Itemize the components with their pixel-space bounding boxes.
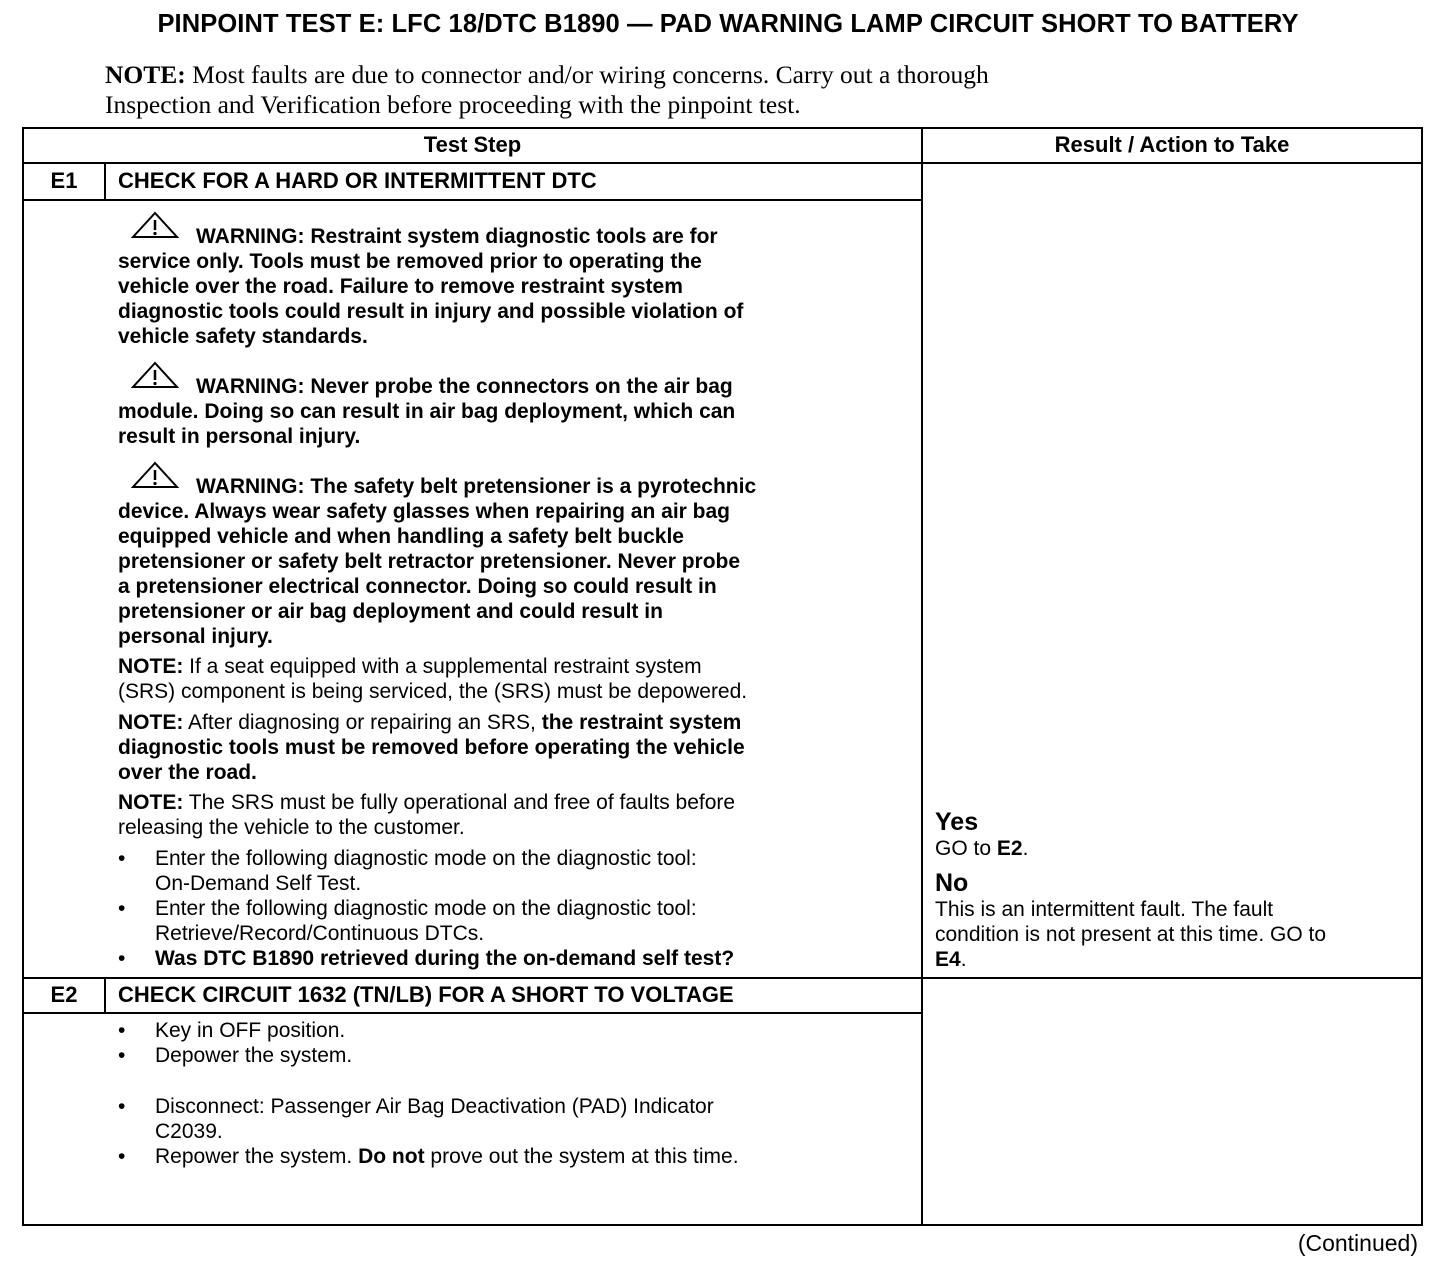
bullet-icon: • <box>118 1019 126 1042</box>
step-id-e2: E2 <box>50 982 78 1007</box>
goto-e2-link[interactable]: E2 <box>996 837 1023 860</box>
warning-2: WARNING: Never probe the connectors on the air bag module. Doing so can result in air bag deployment, which can result in personal injury. <box>118 375 736 448</box>
intro-note-text: Most faults are due to connector and/or wiring concerns. Carry out a thorough <box>192 60 989 89</box>
step-heading-e2: CHECK CIRCUIT 1632 (TN/LB) FOR A SHORT TO VOLTAGE <box>118 982 734 1007</box>
e2-step-4: Repower the system. Do not prove out the system at this time. <box>155 1145 739 1168</box>
result-yes-label: Yes <box>935 808 979 836</box>
intro-note <box>105 60 1305 120</box>
e1-step-1: Enter the following diagnostic mode on the diagnostic tool: On-Demand Self Test. <box>155 847 697 895</box>
e2-step-3: Disconnect: Passenger Air Bag Deactivation (PAD) Indicator C2039. <box>155 1095 714 1143</box>
page-title: PINPOINT TEST E: LFC 18/DTC B1890 — PAD WARNING LAMP CIRCUIT SHORT TO BATTERY <box>157 10 1299 38</box>
note-1: NOTE: If a seat equipped with a supplemental restraint system (SRS) component is being serviced, the (SRS) must be depowered. <box>118 655 748 703</box>
warning-3: WARNING: The safety belt pretensioner is a pyrotechnic device. Always wear safety glasses when repairing an air bag equipped vehicle and when handling a safety belt buckle pretensioner or safety belt retractor pretensioner. Never probe a pretensioner electrical connector. Doing so could result in pretensioner or air bag deployment and could result in personal injury. <box>118 475 757 648</box>
bullet-icon: • <box>118 947 126 970</box>
step-id-e1: E1 <box>50 168 78 193</box>
intro-note-text-2: Inspection and Verification before proceeding with the pinpoint test. <box>105 90 801 119</box>
col-header-test-step: Test Step <box>423 132 522 157</box>
warning-1: WARNING: Restraint system diagnostic tools are for service only. Tools must be removed prior to operating the vehicle over the road. Failure to remove restraint system diagnostic tools could result in injury and possible violation of vehicle safety standards. <box>118 225 744 348</box>
e2-step-2: Depower the system. <box>155 1044 353 1067</box>
goto-e4-link[interactable]: E4 <box>935 948 961 971</box>
result-yes-action: GO to E2. <box>935 837 1029 860</box>
e1-step-2: Enter the following diagnostic mode on the diagnostic tool: Retrieve/Record/Continuous DTCs. <box>155 897 697 945</box>
col-header-result: Result / Action to Take <box>1054 132 1290 157</box>
e2-step-1: Key in OFF position. <box>155 1019 346 1042</box>
note-2: NOTE: After diagnosing or repairing an SRS, the restraint system diagnostic tools must be removed before operating the vehicle over the road. <box>118 711 745 784</box>
result-no-label: No <box>935 869 969 897</box>
e1-step-3: Was DTC B1890 retrieved during the on-demand self test? <box>155 947 735 970</box>
note-3: NOTE: The SRS must be fully operational and free of faults before releasing the vehicle to the customer. <box>118 791 736 839</box>
bullet-icon: • <box>118 847 126 870</box>
intro-note-label: NOTE: <box>105 60 186 89</box>
step-heading-e1: CHECK FOR A HARD OR INTERMITTENT DTC <box>118 168 597 193</box>
result-no-action: This is an intermittent fault. The fault condition is not present at this time. GO to E4. <box>935 898 1327 971</box>
bullet-icon: • <box>118 1145 126 1168</box>
bullet-icon: • <box>118 1044 126 1067</box>
bullet-icon: • <box>118 897 126 920</box>
bullet-icon: • <box>118 1095 126 1118</box>
continued-label: (Continued) <box>1297 1230 1418 1256</box>
